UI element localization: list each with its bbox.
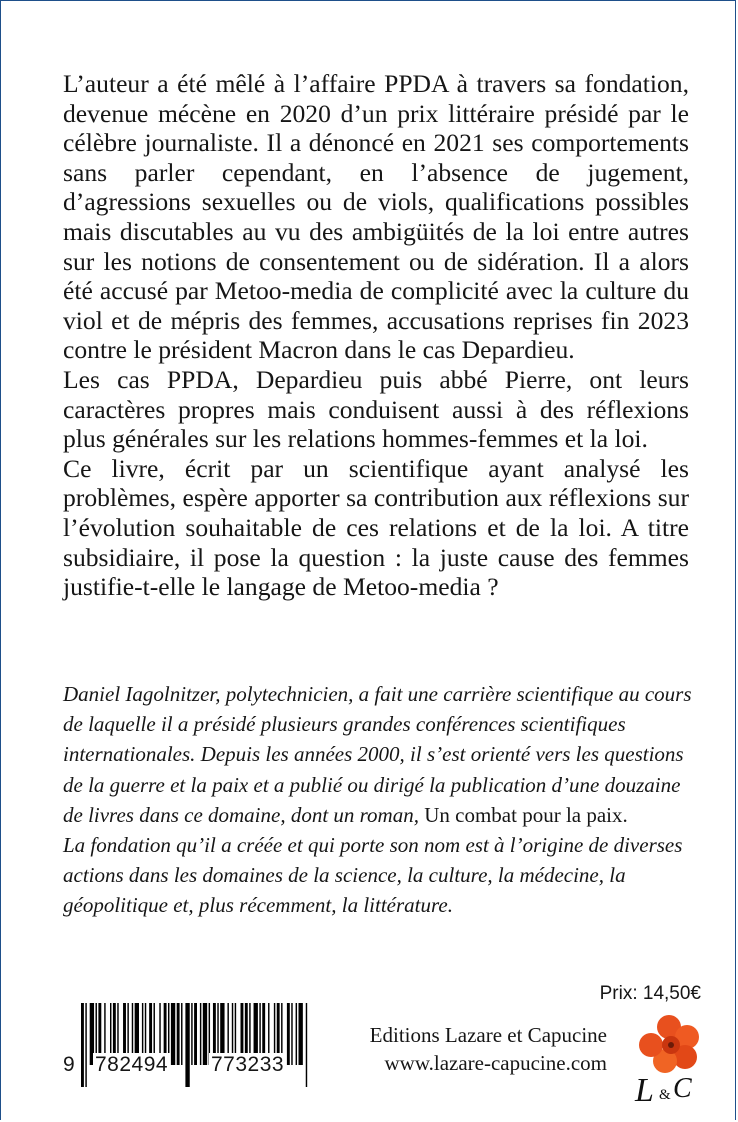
barcode-bar — [85, 1003, 86, 1087]
logo-letter-l: L — [635, 1072, 654, 1109]
barcode-bar — [299, 1003, 303, 1065]
book-description — [63, 69, 689, 602]
publisher-website: www.lazare-capucine.com — [384, 1051, 607, 1075]
barcode-bar — [194, 1003, 197, 1065]
barcode-bar — [296, 1003, 297, 1065]
barcode-bar — [171, 1003, 175, 1065]
barcode-bar — [81, 1003, 84, 1087]
description-paragraph-3: Ce livre, écrit par un scientifique ayant analysé les problèmes, espère apporter sa contribution aux réflexions sur l’évolution souhaitable de ces relations et de la loi. A titre subsidiaire, il pose la question : la juste cause des femmes justifie-t-elle le langage de Metoo-media ? — [63, 453, 689, 602]
description-paragraph-1: L’auteur a été mêlé à l’affaire PPDA à travers sa fondation, devenue mécène en 2020 d’un prix littéraire présidé par le célèbre journaliste. Il a dénoncé en 2021 ses comportements sans parler cependant, en l’absence de jugement, d’agressions sexuelles ou de viols, qualifications possibles mais discutables au vu des ambigüités de la loi entre autres sur les notions de consentement ou de sidération. Il a alors été accusé par Metoo-media de complicité avec la culture du viol et de mépris des femmes, accusations reprises fin 2023 contre le président Macron dans le cas Depardieu. — [63, 69, 689, 365]
logo-letter-c: C — [673, 1073, 692, 1104]
barcode-bar — [185, 1003, 189, 1087]
publisher-info — [331, 1021, 607, 1077]
barcode-bar — [200, 1003, 201, 1065]
barcode-bar — [287, 1003, 290, 1065]
barcode-bar — [181, 1003, 182, 1065]
description-paragraph-2: Les cas PPDA, Depardieu puis abbé Pierre, ont leurs caractères propres mais conduisent aussi à des réflexions plus générales sur les relations hommes-femmes et la loi. — [63, 364, 689, 454]
flower-icon — [639, 1015, 699, 1073]
barcode-bar — [291, 1003, 292, 1065]
barcode-bar — [306, 1003, 307, 1087]
publisher-name: Editions Lazare et Capucine — [369, 1023, 607, 1047]
price-label: Prix: 14,50€ — [599, 983, 701, 1004]
bio-text-1: Daniel Iagolnitzer, polytechnicien, a fait une carrière scientifique au cours de laquelle il a présidé plusieurs grandes conférences scientifiques internationales. Depuis les années 2000, il s’est orienté vers les questions de la guerre et la paix et a publié ou dirigé la publication d’une douzaine de livres dans ce domaine, dont un roman, — [63, 682, 692, 827]
publisher-logo — [629, 1013, 713, 1109]
author-bio — [63, 679, 695, 921]
barcode-bar — [203, 1003, 207, 1065]
barcode-bar — [177, 1003, 180, 1065]
isbn-group-1: 782494 — [95, 1053, 169, 1076]
novel-title: Un combat pour la paix. — [424, 802, 628, 827]
bio-paragraph-1 — [63, 679, 695, 830]
bio-paragraph-2: La fondation qu’il a créée et qui porte son nom est à l’origine de diverses actions dans les domaines de la science, la culture, la médecine, la géopolitique et, plus récemment, la littérature. — [63, 833, 683, 918]
logo-ampersand: & — [659, 1087, 671, 1103]
isbn-first-digit: 9 — [63, 1053, 75, 1076]
barcode-bar — [191, 1003, 192, 1065]
isbn-group-2: 773233 — [211, 1053, 285, 1076]
